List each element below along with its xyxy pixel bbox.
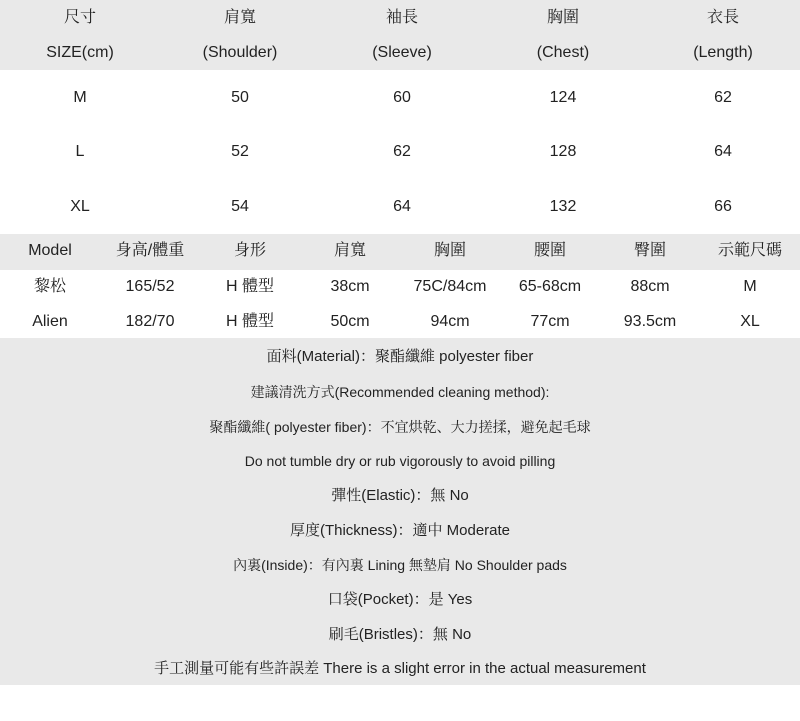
- material-note: 面料(Material)：聚酯纖維 polyester fiber: [266, 348, 534, 365]
- length-header-en: (Length): [693, 44, 753, 61]
- elastic-note: 彈性(Elastic)：無 No: [331, 487, 469, 504]
- polyester-care-zh-note: 聚酯纖維( polyester fiber)：不宜烘乾、大力搓揉，避免起毛球: [209, 419, 591, 435]
- size-row-xl-length: 66: [714, 198, 732, 215]
- size-row-l-shoulder: 52: [231, 143, 249, 160]
- bristles-note: 刷毛(Bristles)：無 No: [328, 626, 472, 643]
- size-header-zh: 尺寸: [63, 9, 96, 26]
- inside-lining-note: 內裏(Inside)：有內裏 Lining 無墊肩 No Shoulder pads: [233, 557, 567, 573]
- model-row-1-waist: 65-68cm: [518, 278, 582, 295]
- model-row-1-body-type: H 體型: [225, 278, 274, 295]
- measurement-error-note: 手工測量可能有些許誤差 There is a slight error in the actual measurement: [154, 660, 646, 677]
- size-row-xl-sleeve: 64: [393, 198, 411, 215]
- shoulder-header-en: (Shoulder): [202, 44, 278, 61]
- size-chart-body: [0, 70, 800, 232]
- shoulder-header-zh: 肩寬: [223, 9, 256, 26]
- model-header-body-type: 身形: [233, 242, 266, 259]
- model-row-1-chest: 75C/84cm: [413, 278, 487, 295]
- model-row-2-size: XL: [740, 313, 760, 330]
- size-row-m-shoulder: 50: [231, 89, 249, 106]
- model-row-1-hip: 88cm: [630, 278, 670, 295]
- length-header-zh: 衣長: [706, 9, 739, 26]
- sleeve-header-zh: 袖長: [385, 9, 418, 26]
- model-row-2-shoulder: 50cm: [330, 313, 370, 330]
- model-row-2-waist: 77cm: [530, 313, 570, 330]
- size-row-l-length: 64: [714, 143, 732, 160]
- model-header-waist: 腰圍: [533, 242, 566, 259]
- chest-header-zh: 胸圍: [546, 9, 579, 26]
- model-header-hip: 臀圍: [633, 242, 666, 259]
- size-row-l-size: L: [75, 143, 85, 160]
- size-row-xl-size: XL: [70, 198, 90, 215]
- model-row-2-hip: 93.5cm: [623, 313, 677, 330]
- model-row-1-size: M: [743, 278, 757, 295]
- chest-header-en: (Chest): [536, 44, 590, 61]
- size-row-m-chest: 124: [549, 89, 577, 106]
- size-row-m-sleeve: 60: [393, 89, 411, 106]
- model-row-1-name: 黎松: [33, 278, 66, 295]
- model-header-shoulder: 肩寬: [333, 242, 366, 259]
- model-row-1-height-weight: 165/52: [125, 278, 175, 295]
- model-row-2-body-type: H 體型: [225, 313, 274, 330]
- model-header-height-weight: 身高/體重: [115, 242, 185, 259]
- model-table-body: [0, 270, 800, 338]
- size-row-l-sleeve: 62: [393, 143, 411, 160]
- model-header-chest: 胸圍: [433, 242, 466, 259]
- size-row-xl-shoulder: 54: [231, 198, 249, 215]
- size-header-en: SIZE(cm): [46, 44, 114, 61]
- thickness-note: 厚度(Thickness)：適中 Moderate: [289, 522, 511, 539]
- size-row-m-size: M: [73, 89, 87, 106]
- model-row-2-height-weight: 182/70: [125, 313, 175, 330]
- size-row-l-chest: 128: [549, 143, 577, 160]
- polyester-care-en-note: Do not tumble dry or rub vigorously to avoid pilling: [244, 453, 556, 469]
- product-notes-panel: [0, 338, 800, 685]
- model-table-header: [0, 234, 800, 270]
- cleaning-method-note: 建議清洗方式(Recommended cleaning method):: [250, 384, 550, 400]
- model-row-1-shoulder: 38cm: [330, 278, 370, 295]
- size-row-m-length: 62: [714, 89, 732, 106]
- model-row-2-name: Alien: [32, 313, 68, 330]
- model-row-2-chest: 94cm: [430, 313, 470, 330]
- sleeve-header-en: (Sleeve): [372, 44, 432, 61]
- size-row-xl-chest: 132: [549, 198, 577, 215]
- model-header-sample-size: 示範尺碼: [717, 242, 782, 259]
- model-header-model: Model: [28, 242, 72, 259]
- pocket-note: 口袋(Pocket)：是 Yes: [327, 591, 473, 608]
- size-chart-header: [0, 0, 800, 70]
